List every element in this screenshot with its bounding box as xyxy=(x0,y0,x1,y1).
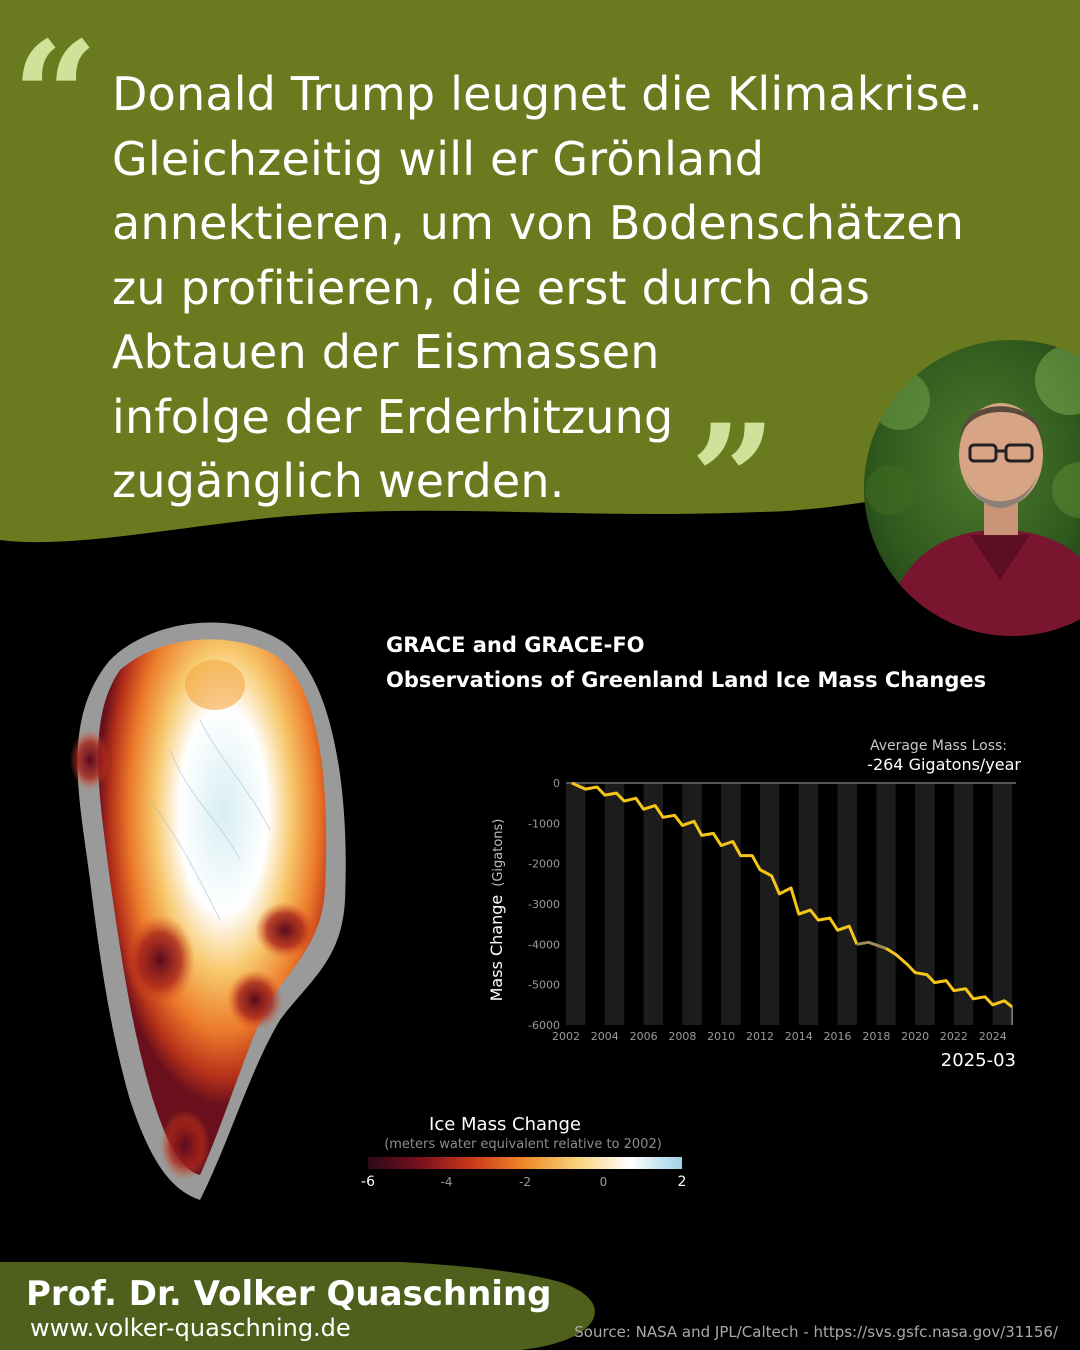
quote-text xyxy=(112,62,984,514)
x-tick-label: 2016 xyxy=(823,1030,852,1043)
year-band xyxy=(644,783,663,1025)
year-band xyxy=(605,783,624,1025)
colorbar-title: Ice Mass Change xyxy=(429,1114,581,1135)
greenland-ice-map xyxy=(30,600,370,1210)
source-credit: Source: NASA and JPL/Caltech - https://svs.gsfc.nasa.gov/31156/ xyxy=(574,1323,1058,1341)
annotation-value: -264 Gigatons/year xyxy=(867,755,1021,774)
x-tick-label: 2006 xyxy=(629,1030,658,1043)
x-tick-label: 2022 xyxy=(939,1030,968,1043)
quote-line: annektieren, um von Bodenschätzen xyxy=(112,196,965,250)
year-band xyxy=(721,783,740,1025)
year-band xyxy=(876,783,895,1025)
year-band xyxy=(682,783,701,1025)
quote-line: zugänglich werden. xyxy=(112,454,565,508)
annotation-label: Average Mass Loss: xyxy=(869,738,1007,754)
colorbar-legend xyxy=(340,1110,720,1200)
colorbar-tick-label: -6 xyxy=(361,1174,375,1190)
quote-line: Gleichzeitig will er Grönland xyxy=(112,131,765,186)
quote-line: infolge der Erderhitzung xyxy=(112,389,674,444)
open-quote-icon: “ xyxy=(12,9,99,185)
y-axis-title: Mass Change xyxy=(487,894,506,1002)
colorbar-tick-label: 0 xyxy=(599,1175,608,1189)
colorbar xyxy=(368,1157,682,1169)
colorbar-tick-label: 2 xyxy=(677,1174,687,1190)
y-tick-label: -3000 xyxy=(528,898,560,911)
x-tick-label: 2018 xyxy=(862,1030,891,1043)
author-website-link[interactable]: www.volker-quaschning.de xyxy=(30,1314,351,1342)
year-band xyxy=(838,783,857,1025)
date-label: 2025-03 xyxy=(940,1050,1016,1071)
y-tick-label: 0 xyxy=(553,777,560,790)
x-tick-label: 2008 xyxy=(668,1030,697,1043)
colorbar-subtitle: (meters water equivalent relative to 2002) xyxy=(384,1137,662,1152)
plot-area xyxy=(528,777,1016,1043)
quote-line: Abtauen der Eismassen xyxy=(112,325,660,379)
x-tick-label: 2014 xyxy=(784,1030,813,1043)
x-tick-label: 2012 xyxy=(745,1030,774,1043)
y-tick-label: -4000 xyxy=(528,938,560,952)
y-tick-label: -1000 xyxy=(528,817,560,831)
mass-change-chart xyxy=(370,620,1070,1100)
year-band xyxy=(993,783,1012,1025)
colorbar-tick-label: -2 xyxy=(519,1175,531,1189)
y-axis-label xyxy=(487,819,506,1002)
x-tick-label: 2024 xyxy=(978,1030,1007,1043)
portrait-photo xyxy=(860,340,1080,650)
colorbar-ticks xyxy=(361,1174,686,1190)
x-tick-label: 2002 xyxy=(552,1030,580,1043)
y-tick-label: -6000 xyxy=(528,1019,560,1032)
quote-line: zu profitieren, die erst durch das xyxy=(112,260,871,315)
year-band xyxy=(799,783,818,1025)
colorbar-tick-label: -4 xyxy=(440,1175,453,1189)
close-quote-icon: ” xyxy=(690,392,777,568)
x-tick-label: 2004 xyxy=(590,1030,619,1043)
x-tick-label: 2010 xyxy=(707,1030,736,1043)
x-tick-label: 2020 xyxy=(901,1030,930,1043)
quote-line: Donald Trump leugnet die Klimakrise. xyxy=(112,67,984,121)
year-band xyxy=(915,783,934,1025)
year-band xyxy=(566,783,585,1025)
author-name: Prof. Dr. Volker Quaschning xyxy=(26,1274,552,1314)
chart-title-line-1: GRACE and GRACE-FO xyxy=(386,633,645,657)
y-tick-label: -2000 xyxy=(528,857,560,871)
y-axis-unit: (Gigatons) xyxy=(491,818,506,887)
chart-title-line-2: Observations of Greenland Land Ice Mass Changes xyxy=(386,668,987,692)
y-tick-label: -5000 xyxy=(528,978,560,992)
year-band xyxy=(760,783,779,1025)
